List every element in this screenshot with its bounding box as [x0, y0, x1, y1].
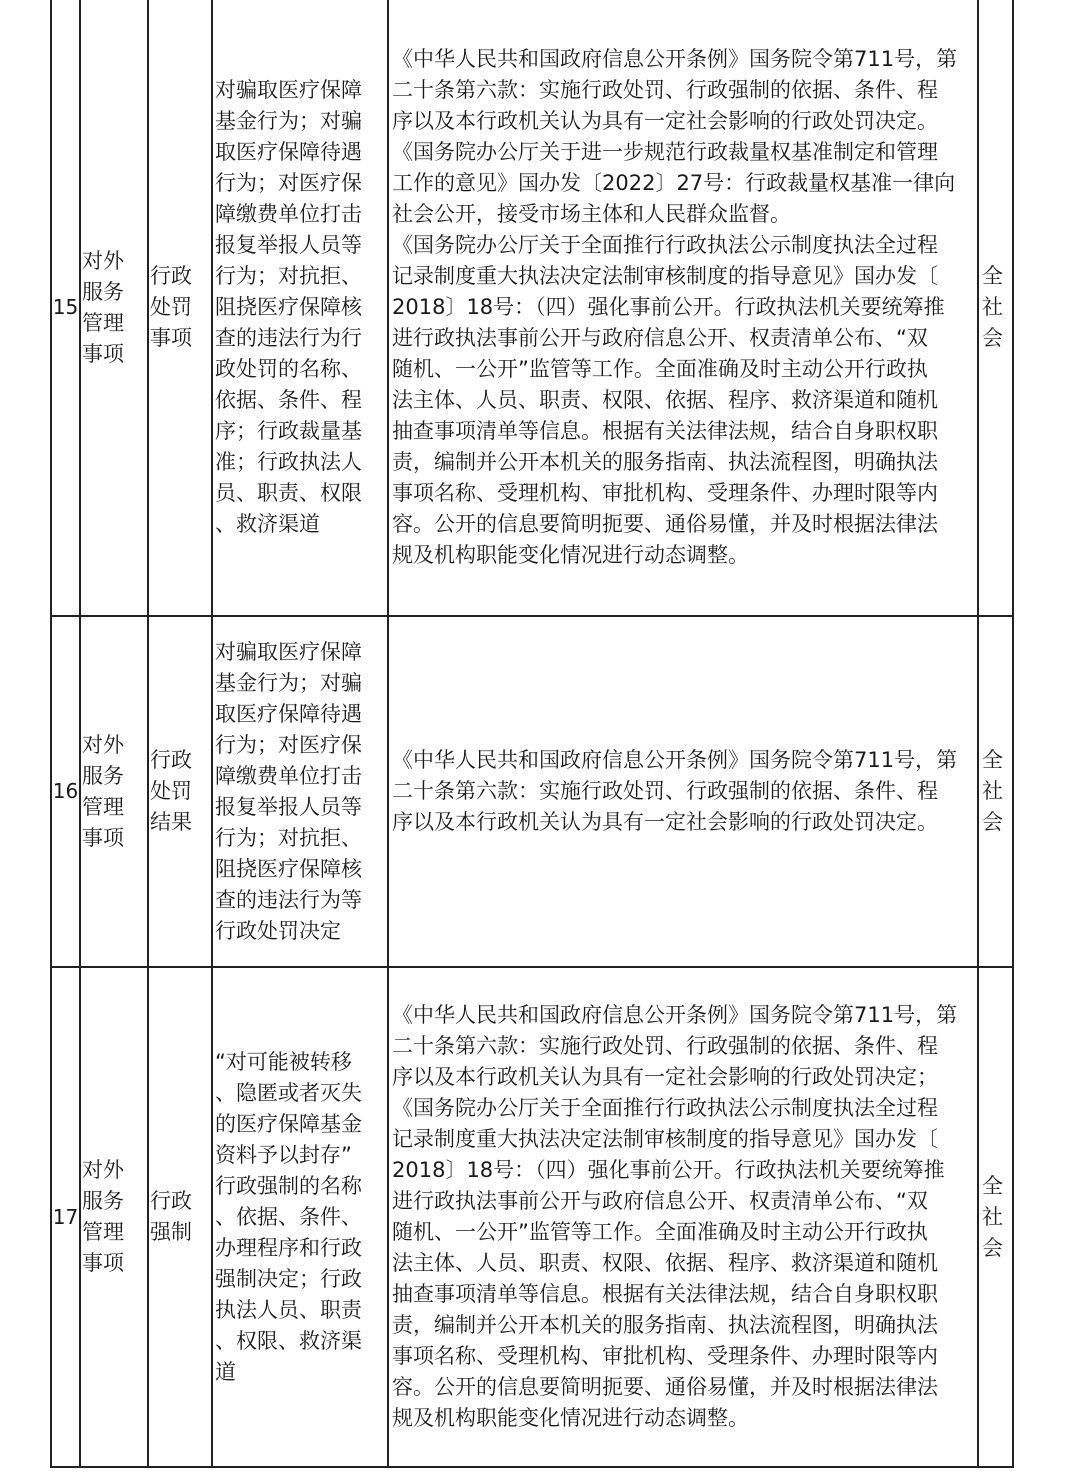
disclosure-scope: 全 社 会: [982, 264, 1003, 350]
row-number: 17: [52, 1204, 79, 1229]
table-border-right: [1012, 0, 1014, 1468]
legal-basis: 《中华人民共和国政府信息公开条例》国务院令第711号，第 二十条第六款：实施行政处罚、行政强制的依据、条件、程 序以及本行政机关认为具有一定社会影响的行政处罚决定； 《国务院办公厅关于全面推行行政执法公示制度执法全过程 记录制度重大执法决定法制审核制度的指导意见》国办发〔 2018〕18号：（四）强化事前公开。行政执法机关要统筹推 进行政执法事前公开与政府信息公开、权责清单公布、“双 随机、一公开”监管等工作。全面准确及时主动公开行政执 法主体、人员、职责、权限、依据、程序、救济渠道和随机 抽查事项清单等信息。根据有关法律法规，结合自身职权职 责，编制并公开本机关的服务指南、执法流程图，明确执法 事项名称、受理机构、审批机构、受理条件、办理时限等内 容。公开的信息要简明扼要、通俗易懂，并及时根据法律法 规及机构职能变化情况进行动态调整。: [392, 1003, 958, 1430]
disclosure-scope: 全 社 会: [982, 1173, 1003, 1260]
item-type: 行政 处罚 事项: [150, 264, 192, 350]
item-type: 行政 处罚 结果: [150, 748, 192, 834]
table-border-bottom: [50, 1466, 1014, 1468]
disclosure-content: 对骗取医疗保障 基金行为；对骗 取医疗保障待遇 行为；对医疗保 障缴费单位打击 报复举报人员等 行为；对抗拒、 阻挠医疗保障核 查的违法行为等 行政处罚决定: [215, 639, 362, 943]
item-category: 对外 服务 管理 事项: [82, 1158, 124, 1275]
disclosure-scope: 全 社 会: [982, 748, 1003, 834]
row-number: 16: [52, 779, 79, 803]
disclosure-content: 对骗取医疗保障 基金行为；对骗 取医疗保障待遇 行为；对医疗保 障缴费单位打击 报复举报人员等 行为；对抗拒、 阻挠医疗保障核 查的违法行为行 政处罚的名称、 依据、条件、程 序；行政裁量基 准；行政执法人 员、职责、权限 、救济渠道: [215, 78, 362, 536]
column-divider: [977, 0, 979, 1468]
item-category: 对外 服务 管理 事项: [82, 732, 124, 850]
item-type: 行政 强制: [150, 1189, 192, 1244]
legal-basis: 《中华人民共和国政府信息公开条例》国务院令第711号，第 二十条第六款：实施行政处罚、行政强制的依据、条件、程 序以及本行政机关认为具有一定社会影响的行政处罚决定。 《国务院办公厅关于进一步规范行政裁量权基准制定和管理 工作的意见》国办发〔2022〕27号：行政裁量权基准一律向 社会公开，接受市场主体和人民群众监督。 《国务院办公厅关于全面推行行政执法公示制度执法全过程 记录制度重大执法决定法制审核制度的指导意见》国办发〔 2018〕18号：（四）强化事前公开。行政执法机关要统筹推 进行政执法事前公开与政府信息公开、权责清单公布、“双 随机、一公开”监管等工作。全面准确及时主动公开行政执 法主体、人员、职责、权限、依据、程序、救济渠道和随机 抽查事项清单等信息。根据有关法律法规，结合自身职权职 责，编制并公开本机关的服务指南、执法流程图，明确执法 事项名称、受理机构、审批机构、受理条件、办理时限等内 容。公开的信息要简明扼要、通俗易懂，并及时根据法律法 规及机构职能变化情况进行动态调整。: [392, 47, 958, 567]
column-divider: [211, 0, 213, 1468]
column-divider: [147, 0, 149, 1468]
legal-basis: 《中华人民共和国政府信息公开条例》国务院令第711号，第 二十条第六款：实施行政处罚、行政强制的依据、条件、程 序以及本行政机关认为具有一定社会影响的行政处罚决定。: [392, 748, 958, 834]
row-number: 15: [52, 295, 79, 319]
item-category: 对外 服务 管理 事项: [82, 248, 124, 366]
disclosure-content: “对可能被转移 、隐匿或者灭失 的医疗保障基金 资料予以封存” 行政强制的名称 、依据、条件、 办理程序和行政 强制决定；行政 执法人员、职责 、权限、救济渠 道: [215, 1049, 362, 1384]
column-divider: [387, 0, 389, 1468]
